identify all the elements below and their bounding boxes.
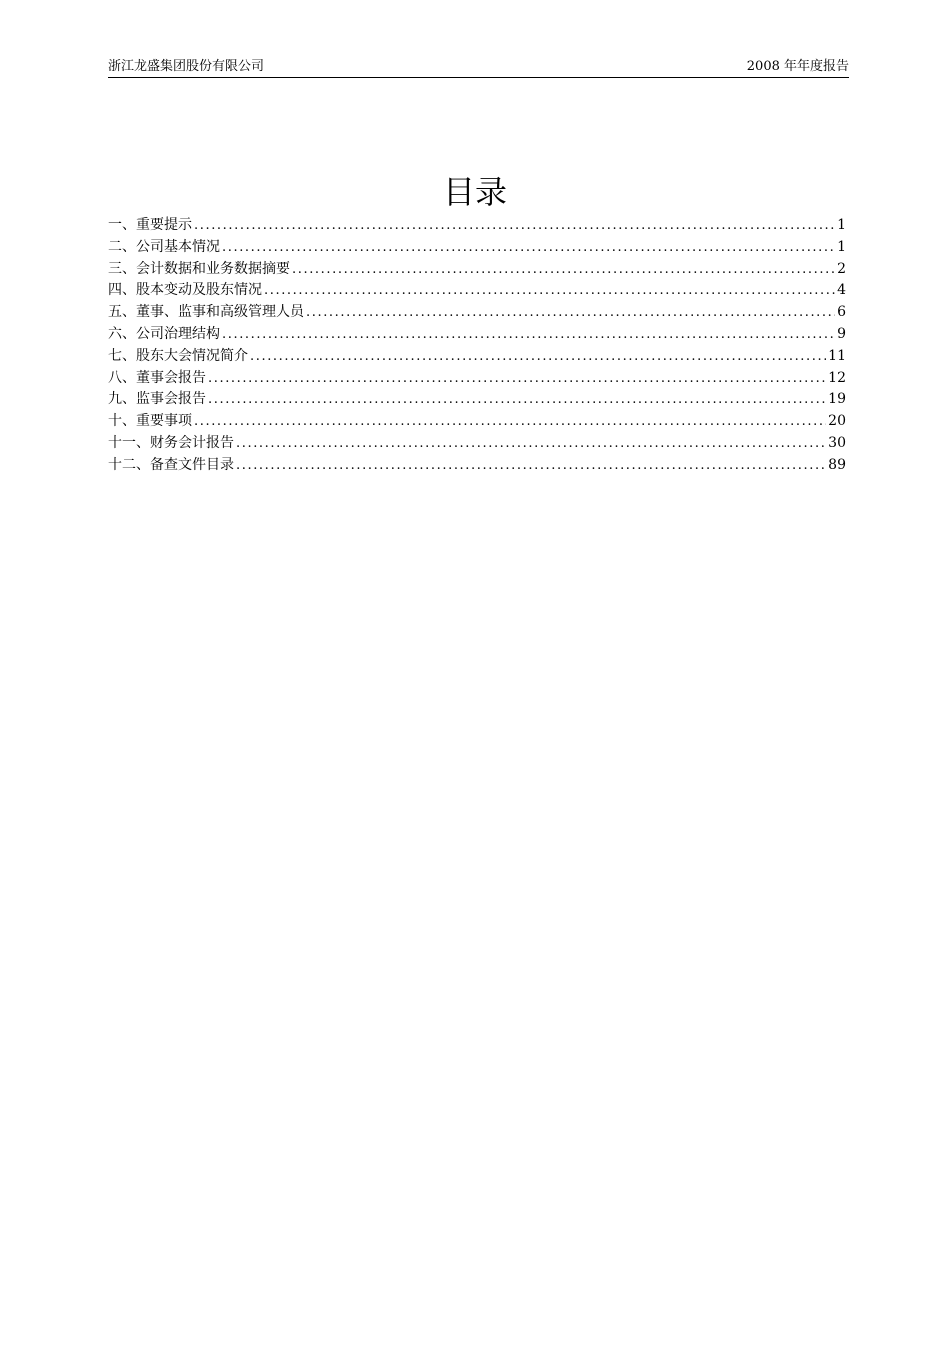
dot-leader bbox=[250, 346, 826, 368]
dot-leader bbox=[208, 368, 826, 390]
toc-entry-page: 1 bbox=[837, 238, 846, 255]
toc-entry-page: 11 bbox=[828, 347, 846, 364]
toc-entry-3[interactable] bbox=[108, 259, 846, 281]
toc-entry-page: 2 bbox=[837, 260, 846, 277]
toc-entry-label: 三、会计数据和业务数据摘要 bbox=[108, 260, 290, 277]
toc-entry-5[interactable] bbox=[108, 302, 846, 324]
dot-leader bbox=[306, 302, 835, 324]
table-of-contents bbox=[108, 215, 846, 477]
toc-entry-10[interactable] bbox=[108, 411, 846, 433]
toc-entry-12[interactable] bbox=[108, 455, 846, 477]
toc-entry-label: 四、股本变动及股东情况 bbox=[108, 282, 262, 299]
toc-entry-label: 七、股东大会情况简介 bbox=[108, 347, 248, 364]
dot-leader bbox=[208, 389, 826, 411]
toc-entry-page: 6 bbox=[837, 304, 846, 321]
toc-entry-page: 12 bbox=[828, 369, 846, 386]
dot-leader bbox=[194, 215, 835, 237]
dot-leader bbox=[222, 237, 835, 259]
toc-entry-page: 9 bbox=[837, 325, 846, 342]
toc-entry-page: 20 bbox=[828, 413, 846, 430]
dot-leader bbox=[236, 455, 826, 477]
page-header bbox=[108, 57, 849, 78]
dot-leader bbox=[292, 259, 835, 281]
toc-entry-label: 十、重要事项 bbox=[108, 413, 192, 430]
toc-entry-label: 一、重要提示 bbox=[108, 217, 192, 233]
toc-entry-11[interactable] bbox=[108, 433, 846, 455]
dot-leader bbox=[194, 411, 826, 433]
toc-entry-2[interactable] bbox=[108, 237, 846, 259]
toc-entry-label: 八、董事会报告 bbox=[108, 369, 206, 386]
toc-entry-label: 十二、备查文件目录 bbox=[108, 456, 234, 473]
toc-entry-label: 六、公司治理结构 bbox=[108, 325, 220, 342]
dot-leader bbox=[264, 280, 835, 302]
toc-entry-label: 九、监事会报告 bbox=[108, 391, 206, 408]
toc-entry-7[interactable] bbox=[108, 346, 846, 368]
company-name: 浙江龙盛集团股份有限公司 bbox=[108, 59, 265, 74]
toc-entry-page: 1 bbox=[837, 217, 846, 233]
toc-entry-label: 二、公司基本情况 bbox=[108, 238, 220, 255]
report-title: 2008 年年度报告 bbox=[746, 59, 849, 74]
toc-title: 目录 bbox=[442, 173, 507, 211]
toc-entry-page: 89 bbox=[828, 456, 846, 473]
toc-entry-label: 五、董事、监事和高级管理人员 bbox=[108, 304, 304, 321]
toc-entry-1[interactable] bbox=[108, 215, 846, 237]
toc-entry-8[interactable] bbox=[108, 368, 846, 390]
toc-entry-9[interactable] bbox=[108, 389, 846, 411]
toc-entry-6[interactable] bbox=[108, 324, 846, 346]
toc-entry-page: 4 bbox=[837, 282, 846, 299]
dot-leader bbox=[222, 324, 835, 346]
dot-leader bbox=[236, 433, 826, 455]
toc-entry-page: 30 bbox=[828, 434, 846, 451]
toc-entry-label: 十一、财务会计报告 bbox=[108, 434, 234, 451]
toc-entry-page: 19 bbox=[828, 391, 846, 408]
toc-entry-4[interactable] bbox=[108, 280, 846, 302]
